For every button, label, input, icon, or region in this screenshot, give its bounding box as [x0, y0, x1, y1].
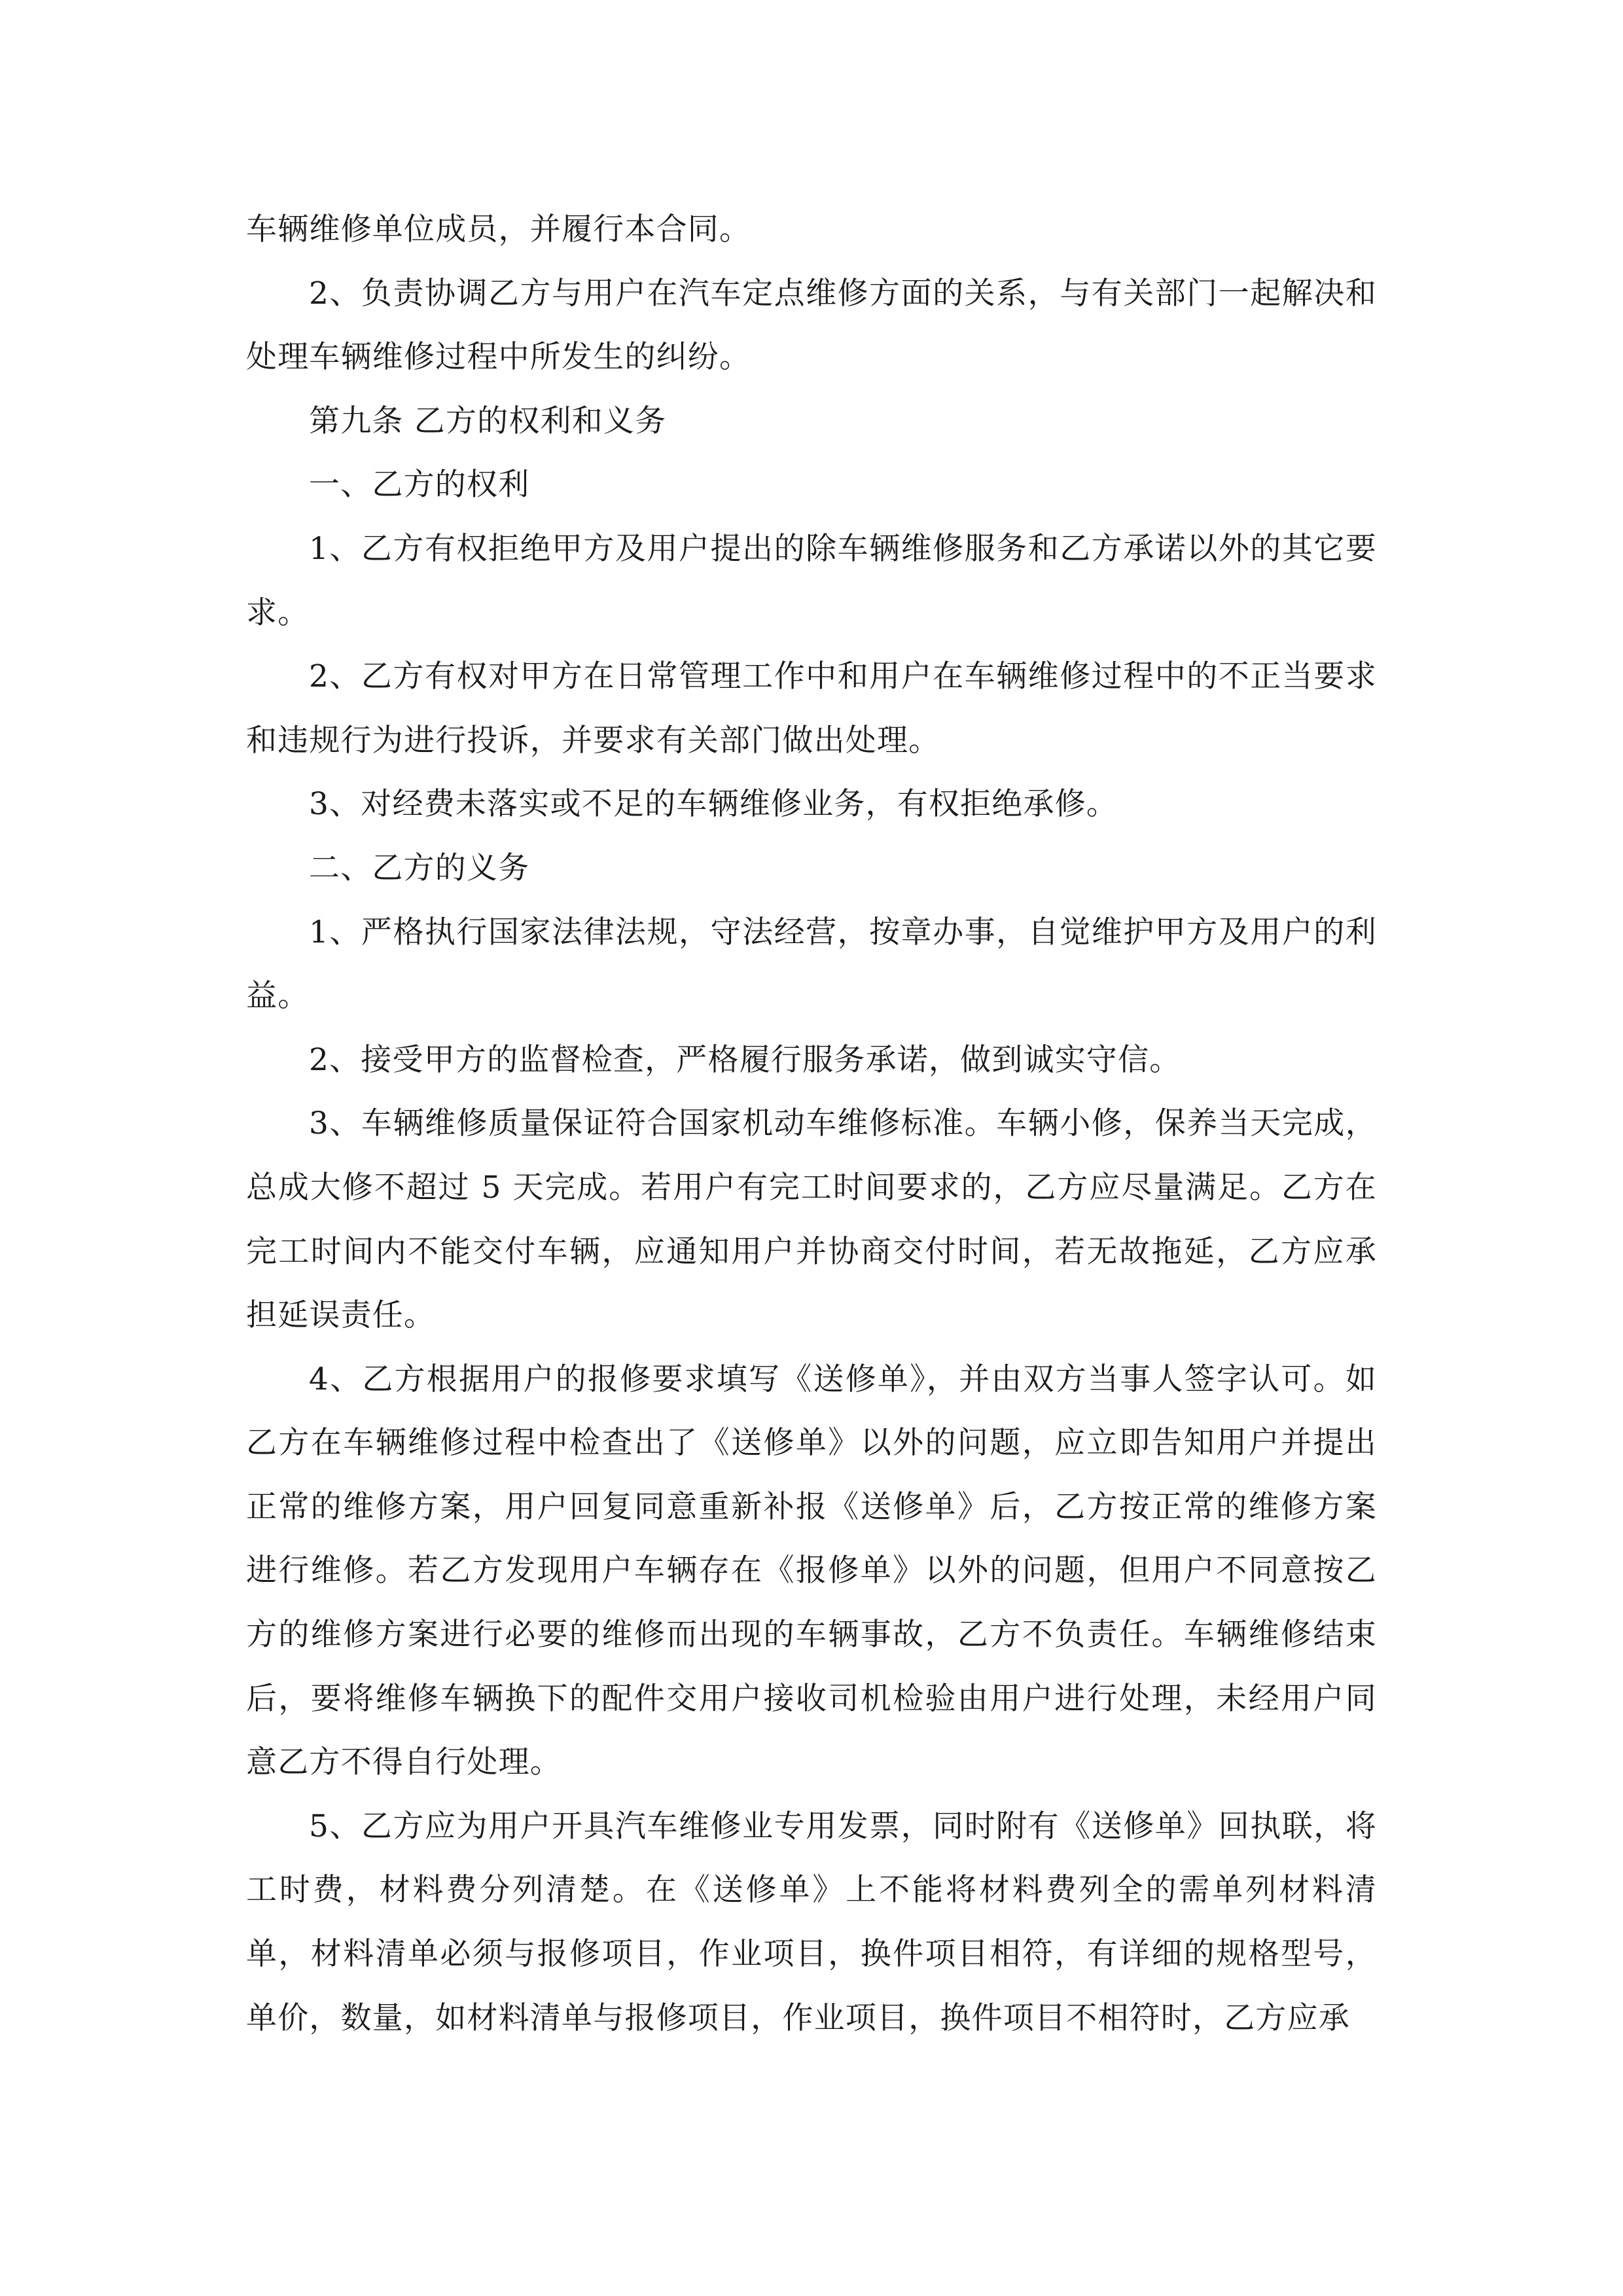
section-rights-heading: 一、乙方的权利: [309, 467, 530, 503]
document-body: [246, 198, 1377, 2050]
article-nine-heading: 第九条 乙方的权利和义务: [309, 403, 667, 439]
paragraph-obligations-item-1: 1、严格执行国家法律法规，守法经营，按章办事，自觉维护甲方及用户的利益。: [246, 914, 1377, 1014]
paragraph-continuation: 车辆维修单位成员，并履行本合同。: [246, 211, 751, 247]
paragraph-item-2-coordination: 2、负责协调乙方与用户在汽车定点维修方面的关系，与有关部门一起解决和处理车辆维修过程中所发生的纠纷。: [246, 275, 1377, 376]
paragraph-obligations-item-3: 3、车辆维修质量保证符合国家机动车维修标准。车辆小修，保养当天完成，总成大修不超过 5 天完成。若用户有完工时间要求的，乙方应尽量满足。乙方在完工时间内不能交付车辆，应通知用户并协商交付时间，若无故拖延，乙方应承担延误责任。: [246, 1105, 1377, 1334]
paragraph-rights-item-3: 3、对经费未落实或不足的车辆维修业务，有权拒绝承修。: [309, 786, 1118, 823]
paragraph-rights-item-2: 2、乙方有权对甲方在日常管理工作中和用户在车辆维修过程中的不正当要求和违规行为进行投诉，并要求有关部门做出处理。: [246, 658, 1377, 759]
paragraph-obligations-item-2: 2、接受甲方的监督检查，严格履行服务承诺，做到诚实守信。: [309, 1041, 1181, 1078]
paragraph-rights-item-1: 1、乙方有权拒绝甲方及用户提出的除车辆维修服务和乙方承诺以外的其它要求。: [246, 530, 1377, 631]
paragraph-obligations-item-4: 4、乙方根据用户的报修要求填写《送修单》，并由双方当事人签字认可。如乙方在车辆维修过程中检查出了《送修单》以外的问题，应立即告知用户并提出正常的维修方案，用户回复同意重新补报《送修单》后，乙方按正常的维修方案进行维修。若乙方发现用户车辆存在《报修单》以外的问题，但用户不同意按乙方的维修方案进行必要的维修而出现的车辆事故，乙方不负责任。车辆维修结束后，要将维修车辆换下的配件交用户接收司机检验由用户进行处理，未经用户同意乙方不得自行处理。: [246, 1361, 1377, 1781]
section-obligations-heading: 二、乙方的义务: [309, 850, 530, 886]
paragraph-obligations-item-5: 5、乙方应为用户开具汽车维修业专用发票，同时附有《送修单》回执联，将工时费，材料费分列清楚。在《送修单》上不能将材料费列全的需单列材料清单，材料清单必须与报修项目，作业项目，换件项目相符，有详细的规格型号，单价，数量，如材料清单与报修项目，作业项目，换件项目不相符时，乙方应承: [246, 1808, 1377, 2036]
